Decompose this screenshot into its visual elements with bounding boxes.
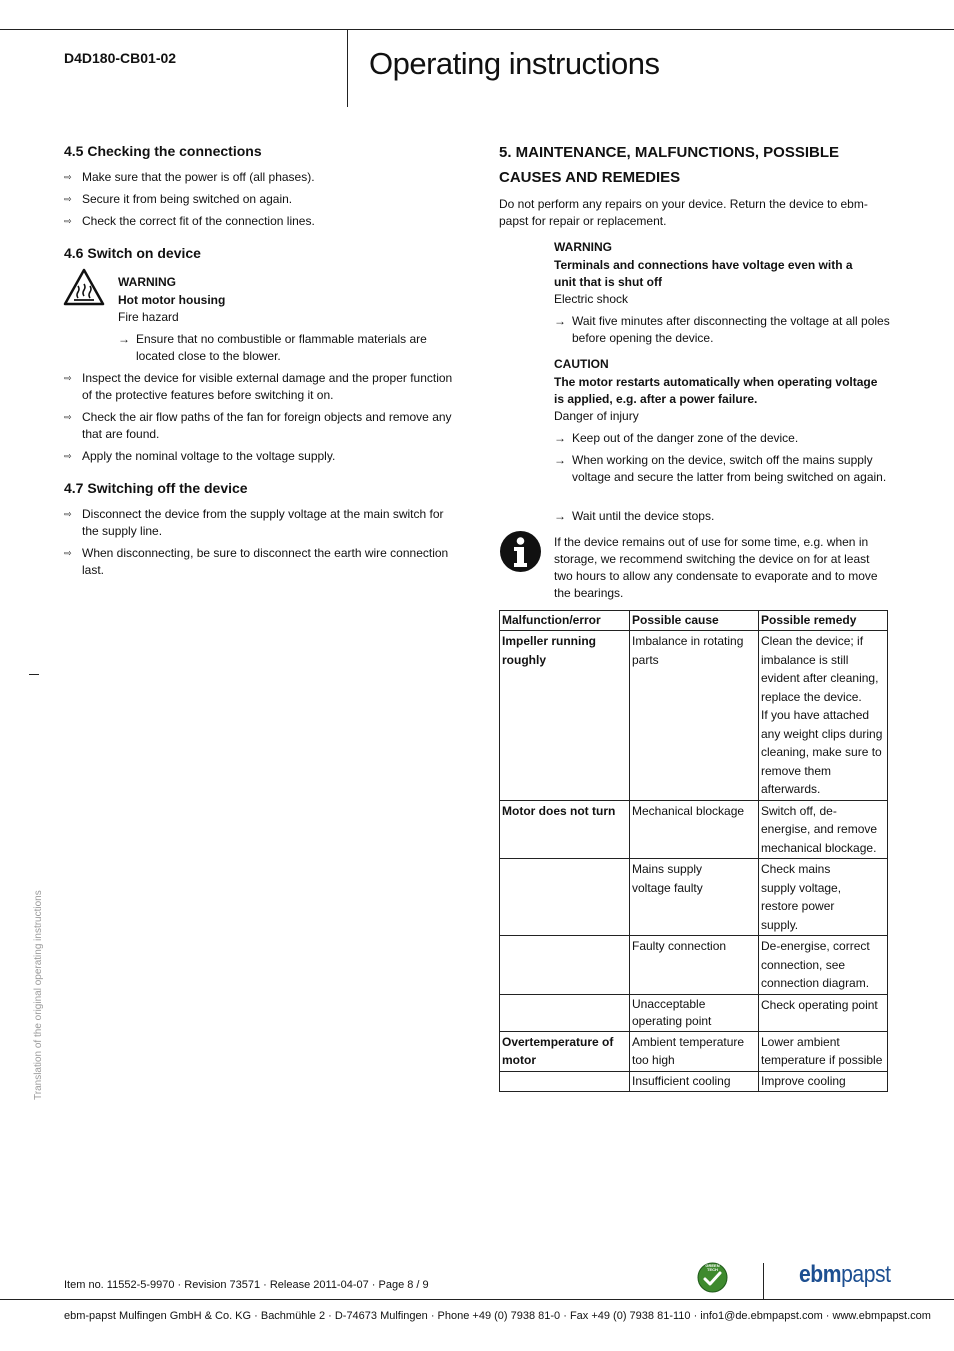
column-header: Malfunction/error — [500, 611, 630, 631]
cause-cell: Insufficient cooling — [630, 1071, 759, 1091]
logo-papst: papst — [841, 1261, 891, 1288]
list-item: ⇨ Check the air flow paths of the fan for foreign objects and remove any that are found. — [64, 410, 452, 441]
right-arrow-icon: → — [554, 453, 566, 467]
list-item: ⇨ Disconnect the device from the supply voltage at the main switch for the supply line. — [64, 507, 444, 538]
arrow-bullet-icon: ⇨ — [64, 373, 72, 383]
table-row — [500, 1071, 888, 1091]
table-row — [500, 800, 888, 859]
table-row — [500, 631, 888, 801]
arrow-bullet-icon: ⇨ — [64, 216, 72, 226]
side-note: Translation of the original operating instructions — [33, 890, 44, 1100]
table-header-row — [500, 611, 888, 631]
malfunction-cell: Overtemperature of motor — [500, 1031, 630, 1071]
remedy-cell: Improve cooling — [759, 1071, 888, 1091]
footer-item-info: Item no. 11552-5-9970 · Revision 73571 · Release 2011-04-07 · Page 8 / 9 — [64, 1279, 429, 1291]
malfunction-table — [499, 610, 888, 1092]
arrow-bullet-icon: ⇨ — [64, 548, 72, 558]
column-header: Possible remedy — [759, 611, 888, 631]
list-item: ⇨ Secure it from being switched on again. — [64, 192, 293, 206]
section-5-intro: Do not perform any repairs on your device. Return the device to ebm-papst for repair or replacement. — [499, 197, 868, 228]
section-4-7-heading: 4.7 Switching off the device — [64, 480, 248, 496]
warning-action: → Ensure that no combustible or flammable materials are located close to the blower. — [118, 332, 427, 363]
ebmpapst-logo — [799, 1260, 891, 1290]
warning-hazard: Fire hazard — [118, 310, 179, 324]
arrow-bullet-icon: ⇨ — [64, 451, 72, 461]
info-icon — [499, 530, 542, 573]
info-note: If the device remains out of use for some time, e.g. when in storage, we recommend switching the device on for at least two hours to allow any condensate to evaporate and to move the bearings. — [554, 535, 878, 600]
warning-label: WARNING — [554, 240, 612, 254]
remedy-cell: De-energise, correct connection, see connection diagram. — [759, 936, 888, 995]
section-5-heading-line2: CAUSES AND REMEDIES — [499, 169, 681, 186]
warning-hazard: Electric shock — [554, 292, 629, 306]
warning-label: WARNING — [118, 275, 176, 289]
right-arrow-icon: → — [554, 431, 566, 445]
section-4-5-heading: 4.5 Checking the connections — [64, 143, 262, 159]
right-arrow-icon: → — [554, 314, 566, 328]
model-number: D4D180-CB01-02 — [64, 50, 177, 66]
list-item: ⇨ Make sure that the power is off (all phases). — [64, 170, 315, 184]
cause-cell: Ambient temperature too high — [630, 1031, 759, 1071]
greentech-logo — [697, 1262, 728, 1293]
section-4-6-heading: 4.6 Switch on device — [64, 245, 201, 261]
warning-title: Hot motor housing — [118, 293, 226, 307]
caution-title: The motor restarts automatically when operating voltage is applied, e.g. after a power failure. — [554, 375, 878, 406]
header-top-rule — [0, 29, 954, 30]
table-row — [500, 859, 888, 936]
malfunction-cell: Impeller running roughly — [500, 631, 630, 801]
malfunction-cell: Motor does not turn — [500, 800, 630, 859]
section-5-heading-line1: 5. MAINTENANCE, MALFUNCTIONS, POSSIBLE — [499, 144, 840, 161]
remedy-cell: Switch off, de-energise, and remove mechanical blockage. — [759, 800, 888, 859]
list-item: ⇨ Inspect the device for visible external damage and the proper function of the protective features before switching it on. — [64, 371, 453, 402]
table-row — [500, 1031, 888, 1071]
hot-surface-warning-icon — [63, 268, 105, 306]
warning-title: Terminals and connections have voltage even with a unit that is shut off — [554, 258, 853, 289]
caution-hazard: Danger of injury — [554, 409, 639, 423]
arrow-bullet-icon: ⇨ — [64, 412, 72, 422]
caution-action: → When working on the device, switch off the mains supply voltage and secure the latter from being switched on again. — [554, 453, 887, 484]
footer-rule — [0, 1299, 954, 1300]
table-row — [500, 936, 888, 995]
list-item: ⇨ Check the correct fit of the connection lines. — [64, 214, 315, 228]
cause-cell: Imbalance in rotating parts — [630, 631, 759, 801]
page-title: Operating instructions — [369, 46, 660, 81]
right-arrow-icon: → — [118, 332, 130, 346]
greentech-label: GREEN TECH — [705, 1263, 720, 1272]
malfunction-cell — [500, 1071, 630, 1091]
malfunction-cell — [500, 994, 630, 1031]
remedy-cell: Clean the device; if imbalance is still evident after cleaning, replace the device. If you have attached any weight clips during cleaning, make sure to remove them afterwards. — [759, 631, 888, 801]
remedy-cell: Check mains supply voltage, restore power supply. — [759, 859, 888, 936]
warning-action: → Wait five minutes after disconnecting the voltage at all poles before opening the device. — [554, 314, 890, 345]
remedy-cell: Lower ambient temperature if possible — [759, 1031, 888, 1071]
footer-logo-divider — [763, 1263, 764, 1299]
header-divider — [347, 29, 348, 107]
arrow-bullet-icon: ⇨ — [64, 194, 72, 204]
malfunction-cell — [500, 859, 630, 936]
footer-company: ebm-papst Mulfingen GmbH & Co. KG · Bachmühle 2 · D-74673 Mulfingen · Phone +49 (0) 7938 81-0 · Fax +49 (0) 7938 81-110 · info1@de.ebmpapst.com · www.ebmpapst.com — [64, 1310, 931, 1322]
logo-ebm: ebm — [799, 1261, 842, 1288]
list-item: ⇨ When disconnecting, be sure to disconnect the earth wire connection last. — [64, 546, 449, 577]
column-header: Possible cause — [630, 611, 759, 631]
arrow-bullet-icon: ⇨ — [64, 172, 72, 182]
cause-cell: Faulty connection — [630, 936, 759, 995]
caution-action: → Wait until the device stops. — [554, 509, 715, 523]
malfunction-cell — [500, 936, 630, 995]
remedy-cell: Check operating point — [759, 994, 888, 1031]
caution-label: CAUTION — [554, 357, 609, 371]
cause-cell: Mains supply voltage faulty — [630, 859, 759, 936]
caution-action: → Keep out of the danger zone of the device. — [554, 431, 799, 445]
margin-mark — [29, 674, 39, 675]
cause-cell: Unacceptable operating point — [630, 994, 759, 1031]
table-row — [500, 994, 888, 1031]
cause-cell: Mechanical blockage — [630, 800, 759, 859]
list-item: ⇨ Apply the nominal voltage to the voltage supply. — [64, 449, 336, 463]
right-arrow-icon: → — [554, 509, 566, 523]
arrow-bullet-icon: ⇨ — [64, 509, 72, 519]
